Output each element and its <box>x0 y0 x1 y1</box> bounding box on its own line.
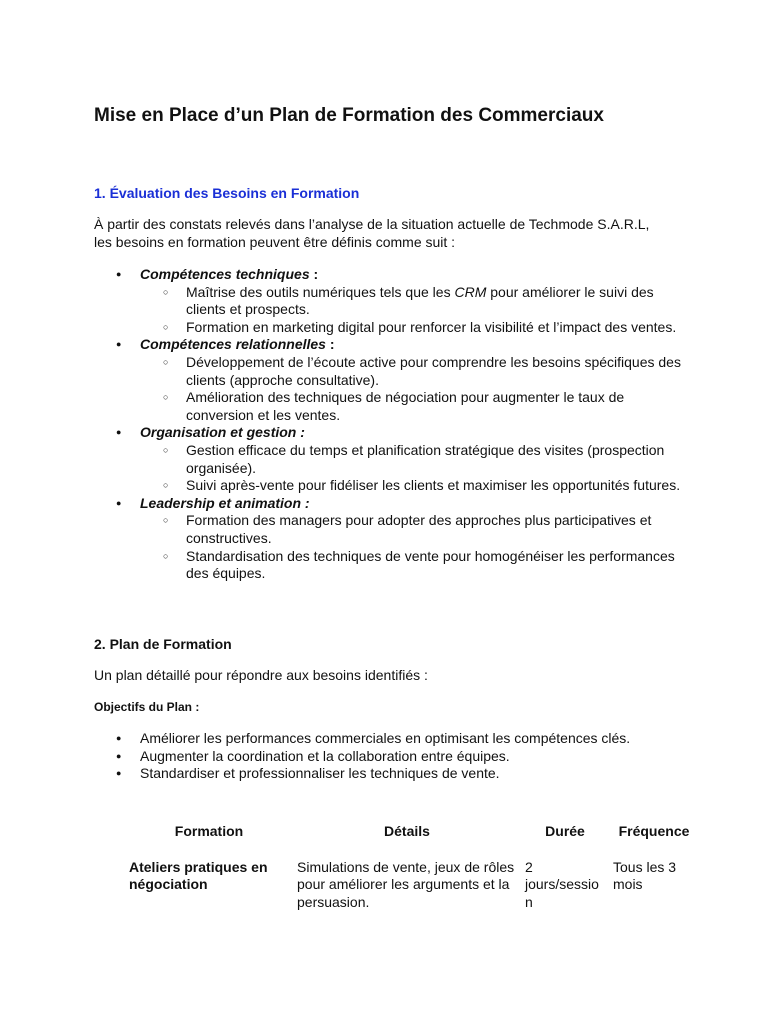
sub-item-text: Amélioration des techniques de négociation pour augmenter le taux de conversion et les ventes. <box>186 389 625 423</box>
category-label: Compétences relationnelles <box>140 336 326 353</box>
objectives-label: Objectifs du Plan : <box>94 700 200 714</box>
cell-formation <box>125 853 293 918</box>
cell-line: Ateliers pratiques en <box>129 858 268 875</box>
sub-item <box>140 319 694 337</box>
cell-line: pour améliorer les arguments et la <box>297 876 510 893</box>
objective-item: ● Augmenter la coordination et la collaboration entre équipes. <box>94 748 694 766</box>
category-colon: : <box>325 336 335 353</box>
cell-line: jours/sessio <box>525 876 599 893</box>
sub-item-text-end: pour améliorer le suivi des clients et prospects. <box>186 283 654 318</box>
objective-item: ● Améliorer les performances commerciales en optimisant les compétences clés. <box>94 730 694 748</box>
needs-category <box>94 424 694 494</box>
section2-heading: 2. Plan de Formation <box>94 636 232 652</box>
table-header-row <box>125 820 699 853</box>
cell-duree <box>521 853 609 918</box>
cell-line: négociation <box>129 876 208 893</box>
objectives-list <box>94 730 694 783</box>
sub-list <box>140 442 694 495</box>
training-plan-table <box>125 820 699 917</box>
cell-line: n <box>525 893 533 910</box>
sub-item-text: Maîtrise des outils numériques tels que les <box>186 283 455 300</box>
header-details: Détails <box>384 823 430 839</box>
cell-frequence <box>609 853 699 918</box>
needs-category <box>94 266 694 336</box>
sub-item-text: Développement de l’écoute active pour comprendre les besoins spécifiques des clients (approche consultative). <box>186 353 681 388</box>
sub-item <box>140 477 694 495</box>
sub-list <box>140 284 694 337</box>
cell-line: mois <box>613 876 643 893</box>
sub-item-emphasis: CRM <box>454 283 487 300</box>
cell-details <box>293 853 521 918</box>
category-label: Compétences techniques <box>140 266 310 282</box>
needs-list <box>94 266 694 583</box>
category-label: Leadership et animation : <box>140 494 310 511</box>
sub-item <box>140 548 694 583</box>
cell-line: Simulations de vente, jeux de rôles <box>297 858 515 875</box>
section1-intro-line2: les besoins en formation peuvent être définis comme suit : <box>94 233 456 250</box>
page-title: Mise en Place d’un Plan de Formation des Commerciaux <box>94 105 604 126</box>
sub-item <box>140 442 694 477</box>
section1-intro-line1: À partir des constats relevés dans l’analyse de la situation actuelle de Techmode S.A.R.L, <box>94 216 650 232</box>
sub-item <box>140 389 694 424</box>
cell-line: persuasion. <box>297 893 370 910</box>
cell-line: 2 <box>525 858 533 875</box>
sub-item-text: Gestion efficace du temps et planification stratégique des visites (prospection organisée). <box>186 441 665 476</box>
header-formation: Formation <box>174 823 244 839</box>
sub-item-text: Formation des managers pour adopter des approches plus participatives et constructives. <box>186 512 652 546</box>
sub-item-text: Formation en marketing digital pour renforcer la visibilité et l’impact des ventes. <box>186 318 677 335</box>
sub-item-text: Standardisation des techniques de vente pour homogénéiser les performances des équipes. <box>186 547 675 582</box>
sub-item <box>140 354 694 389</box>
sub-item <box>140 284 694 319</box>
section1-heading: 1. Évaluation des Besoins en Formation <box>94 185 360 201</box>
needs-category <box>94 495 694 583</box>
objective-item: ● Standardiser et professionnaliser les techniques de vente. <box>94 765 694 783</box>
sub-list <box>140 512 694 582</box>
category-label: Organisation et gestion : <box>140 424 305 441</box>
category-colon: : <box>309 266 319 282</box>
sub-item-text: Suivi après-vente pour fidéliser les clients et maximiser les opportunités futures. <box>186 477 681 494</box>
section2-intro: Un plan détaillé pour répondre aux besoins identifiés : <box>94 667 428 683</box>
table-row <box>125 853 699 918</box>
sub-list <box>140 354 694 424</box>
header-frequence: Fréquence <box>618 823 690 839</box>
cell-line: Tous les 3 <box>613 858 677 875</box>
section1-intro <box>94 216 674 251</box>
sub-item <box>140 512 694 547</box>
header-duree: Durée <box>545 823 585 839</box>
needs-category <box>94 336 694 424</box>
